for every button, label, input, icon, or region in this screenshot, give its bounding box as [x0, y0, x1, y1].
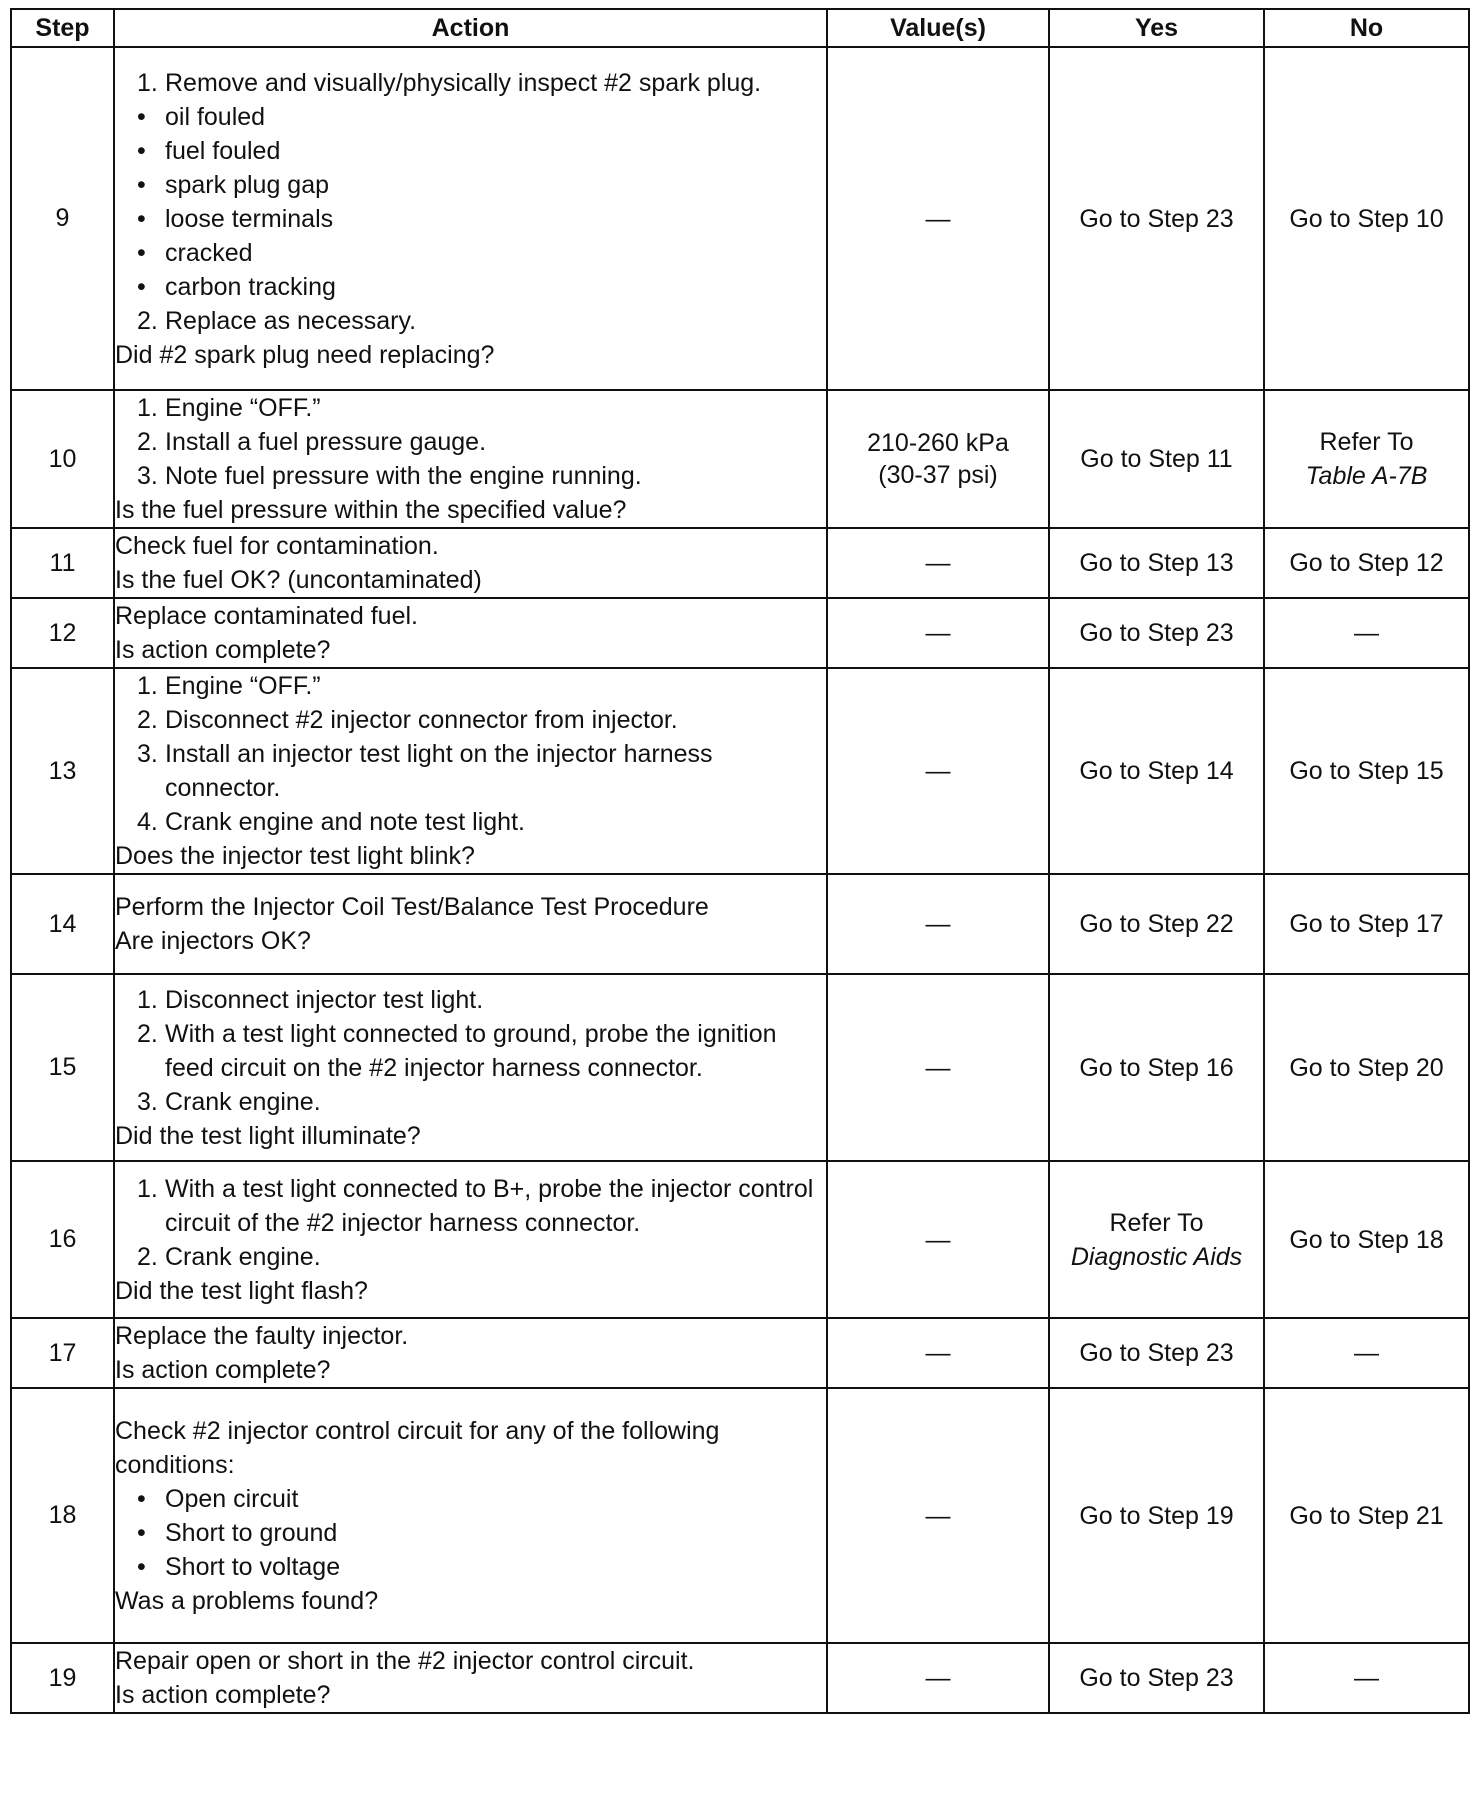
- no-cell: [1264, 528, 1469, 598]
- numbered-step: [115, 459, 826, 493]
- yes-cell: [1049, 668, 1264, 874]
- action-cell: [114, 528, 827, 598]
- numbered-step: [115, 425, 826, 459]
- value-text: (30-37 psi): [878, 461, 998, 489]
- step-text: Engine “OFF.”: [165, 672, 321, 700]
- step-number: 16: [11, 1161, 114, 1318]
- step-number-label: 1.: [137, 672, 158, 700]
- table-row: [11, 598, 1469, 668]
- no-cell: [1264, 874, 1469, 974]
- action-cell: [114, 1643, 827, 1713]
- value-text: —: [925, 619, 951, 647]
- action-text: Check #2 injector control circuit for any of the following conditions:: [115, 1416, 720, 1479]
- action-text: Was a problems found?: [115, 1586, 379, 1615]
- action-text: Is action complete?: [115, 1681, 331, 1709]
- step-number-label: 2.: [137, 706, 158, 734]
- bullet-icon: •: [137, 204, 146, 233]
- step-number-label: 1.: [137, 985, 158, 1014]
- numbered-step: [115, 703, 826, 737]
- value-cell: [827, 390, 1049, 528]
- yes-cell: [1049, 874, 1264, 974]
- step-number: 17: [11, 1318, 114, 1388]
- step-text: Replace as necessary.: [165, 306, 417, 335]
- no-cell: [1264, 47, 1469, 390]
- value-cell: [827, 1388, 1049, 1643]
- no-cell: [1264, 974, 1469, 1161]
- numbered-step: [115, 1240, 826, 1274]
- value-text: —: [925, 204, 951, 233]
- yes-text: Go to Step 13: [1079, 549, 1234, 577]
- step-number-label: 2.: [137, 1019, 158, 1048]
- table-row: [11, 1643, 1469, 1713]
- bullet-text: carbon tracking: [165, 272, 336, 301]
- step-number-label: 4.: [137, 808, 158, 836]
- value-cell: [827, 598, 1049, 668]
- action-cell: [114, 1388, 827, 1643]
- value-cell: [827, 1643, 1049, 1713]
- action-cell: [114, 598, 827, 668]
- no-cell: [1264, 1643, 1469, 1713]
- action-cell: [114, 1318, 827, 1388]
- bullet-item: [115, 1482, 826, 1516]
- yes-text: Go to Step 14: [1079, 757, 1234, 785]
- value-cell: [827, 874, 1049, 974]
- numbered-step: [115, 669, 826, 703]
- step-text: Install a fuel pressure gauge.: [165, 428, 487, 456]
- step-text: Note fuel pressure with the engine running.: [165, 462, 642, 490]
- bullet-icon: •: [137, 272, 146, 301]
- step-text: Crank engine.: [165, 1242, 321, 1271]
- bullet-text: Short to voltage: [165, 1552, 341, 1581]
- action-text: Did #2 spark plug need replacing?: [115, 340, 495, 369]
- bullet-item: [115, 1516, 826, 1550]
- yes-text: Go to Step 23: [1079, 204, 1234, 233]
- bullet-icon: •: [137, 136, 146, 165]
- bullet-item: [115, 270, 826, 304]
- bullet-item: [115, 168, 826, 202]
- action-text: Is action complete?: [115, 636, 331, 664]
- action-text: Are injectors OK?: [115, 927, 311, 955]
- numbered-step: [115, 66, 826, 100]
- bullet-item: [115, 100, 826, 134]
- bullet-text: spark plug gap: [165, 170, 330, 199]
- action-text: Is the fuel pressure within the specified value?: [115, 496, 627, 524]
- table-row: [11, 1388, 1469, 1643]
- action-text: Did the test light illuminate?: [115, 1121, 421, 1150]
- action-text: Replace the faulty injector.: [115, 1322, 409, 1350]
- no-text: Go to Step 21: [1289, 1501, 1444, 1530]
- table-row: [11, 47, 1469, 390]
- bullet-icon: •: [137, 1552, 146, 1581]
- no-text: —: [1354, 1664, 1379, 1692]
- action-cell: [114, 47, 827, 390]
- no-text: Go to Step 10: [1289, 204, 1444, 233]
- value-text: —: [925, 1501, 951, 1530]
- no-cell: [1264, 668, 1469, 874]
- action-cell: [114, 1161, 827, 1318]
- no-text: Go to Step 20: [1289, 1053, 1444, 1082]
- bullet-icon: •: [137, 170, 146, 199]
- numbered-step: [115, 1172, 826, 1240]
- action-text: Replace contaminated fuel.: [115, 602, 418, 630]
- value-cell: [827, 528, 1049, 598]
- step-text: Disconnect #2 injector connector from injector.: [165, 706, 678, 734]
- action-cell: [114, 668, 827, 874]
- bullet-item: [115, 1550, 826, 1584]
- table-row: [11, 390, 1469, 528]
- step-number: 11: [11, 528, 114, 598]
- value-cell: [827, 668, 1049, 874]
- yes-text: Go to Step 23: [1079, 1664, 1234, 1692]
- value-cell: [827, 1161, 1049, 1318]
- yes-text: Go to Step 23: [1079, 1339, 1234, 1367]
- no-text: —: [1354, 619, 1379, 647]
- bullet-text: cracked: [165, 238, 253, 267]
- step-number-label: 3.: [137, 1087, 158, 1116]
- yes-cell: [1049, 598, 1264, 668]
- table-row: [11, 1318, 1469, 1388]
- bullet-text: fuel fouled: [165, 136, 281, 165]
- action-text: Perform the Injector Coil Test/Balance Test Procedure: [115, 893, 709, 921]
- action-text: Did the test light flash?: [115, 1276, 368, 1305]
- no-cell: [1264, 1388, 1469, 1643]
- bullet-text: oil fouled: [165, 102, 266, 131]
- step-text: Crank engine.: [165, 1087, 321, 1116]
- step-text: Disconnect injector test light.: [165, 985, 484, 1014]
- value-cell: [827, 1318, 1049, 1388]
- yes-text: Go to Step 11: [1080, 445, 1233, 473]
- value-text: —: [925, 1225, 951, 1254]
- step-number-label: 2.: [137, 306, 158, 335]
- numbered-step: [115, 805, 826, 839]
- step-number: 9: [11, 47, 114, 390]
- action-text: Repair open or short in the #2 injector control circuit.: [115, 1647, 695, 1675]
- step-number: 13: [11, 668, 114, 874]
- step-number: 15: [11, 974, 114, 1161]
- yes-cell: [1049, 390, 1264, 528]
- header-row: [11, 9, 1469, 47]
- yes-cell: [1049, 974, 1264, 1161]
- action-column-header: Action: [114, 9, 827, 47]
- no-text: Go to Step 15: [1289, 757, 1444, 785]
- no-column-header: No: [1264, 9, 1469, 47]
- yes-text: Go to Step 23: [1079, 619, 1234, 647]
- bullet-icon: •: [137, 1484, 146, 1513]
- action-text: Does the injector test light blink?: [115, 842, 475, 870]
- step-number: 10: [11, 390, 114, 528]
- yes-text: Refer To: [1109, 1208, 1204, 1237]
- yes-cell: [1049, 1318, 1264, 1388]
- value-text: —: [925, 1664, 951, 1692]
- bullet-text: Open circuit: [165, 1484, 299, 1513]
- step-column-header: Step: [11, 9, 114, 47]
- numbered-step: [115, 1085, 826, 1119]
- action-text: Is action complete?: [115, 1356, 331, 1384]
- value-cell: [827, 47, 1049, 390]
- action-cell: [114, 874, 827, 974]
- step-number-label: 1.: [137, 1174, 158, 1203]
- bullet-item: [115, 236, 826, 270]
- no-cell: [1264, 1318, 1469, 1388]
- table-row: [11, 874, 1469, 974]
- action-cell: [114, 974, 827, 1161]
- step-text: Remove and visually/physically inspect #2 spark plug.: [165, 68, 762, 97]
- bullet-icon: •: [137, 1518, 146, 1547]
- yes-text: Go to Step 22: [1079, 910, 1234, 938]
- value-text: —: [925, 1339, 951, 1367]
- yes-column-header: Yes: [1049, 9, 1264, 47]
- diagnostic-table: [10, 8, 1470, 1714]
- no-text: —: [1354, 1339, 1379, 1367]
- step-number: 14: [11, 874, 114, 974]
- value-text: —: [925, 549, 951, 577]
- bullet-item: [115, 134, 826, 168]
- value-column-header: Value(s): [827, 9, 1049, 47]
- table-row: [11, 528, 1469, 598]
- step-number-label: 1.: [137, 68, 158, 97]
- no-text: Table A-7B: [1305, 462, 1428, 490]
- step-number-label: 2.: [137, 428, 158, 456]
- value-text: —: [925, 757, 951, 785]
- bullet-text: Short to ground: [165, 1518, 338, 1547]
- step-text: With a test light connected to B+, probe the injector control circuit of the #2 injector harness connector.: [165, 1174, 814, 1237]
- numbered-step: [115, 737, 826, 805]
- yes-text: Go to Step 19: [1079, 1501, 1234, 1530]
- value-text: —: [925, 910, 951, 938]
- yes-cell: [1049, 528, 1264, 598]
- step-text: Install an injector test light on the injector harness connector.: [165, 740, 713, 802]
- bullet-icon: •: [137, 102, 146, 131]
- bullet-item: [115, 202, 826, 236]
- value-text: 210-260 kPa: [867, 429, 1009, 457]
- yes-cell: [1049, 1161, 1264, 1318]
- step-number-label: 3.: [137, 740, 158, 768]
- table-row: [11, 668, 1469, 874]
- no-text: Refer To: [1319, 428, 1414, 456]
- no-text: Go to Step 17: [1289, 910, 1444, 938]
- bullet-icon: •: [137, 238, 146, 267]
- table-body: [11, 47, 1469, 1713]
- no-text: Go to Step 18: [1289, 1225, 1444, 1254]
- yes-cell: [1049, 1643, 1264, 1713]
- action-text: Check fuel for contamination.: [115, 532, 439, 560]
- numbered-step: [115, 304, 826, 338]
- step-number: 18: [11, 1388, 114, 1643]
- numbered-step: [115, 983, 826, 1017]
- step-number: 12: [11, 598, 114, 668]
- step-number-label: 3.: [137, 462, 158, 490]
- value-text: —: [925, 1053, 951, 1082]
- yes-text: Diagnostic Aids: [1070, 1242, 1243, 1271]
- step-text: Engine “OFF.”: [165, 394, 321, 422]
- step-text: Crank engine and note test light.: [165, 808, 525, 836]
- no-cell: [1264, 598, 1469, 668]
- action-text: Is the fuel OK? (uncontaminated): [115, 566, 482, 594]
- no-cell: [1264, 390, 1469, 528]
- numbered-step: [115, 1017, 826, 1085]
- no-cell: [1264, 1161, 1469, 1318]
- yes-cell: [1049, 47, 1264, 390]
- step-text: With a test light connected to ground, probe the ignition feed circuit on the #2 injector harness connector.: [165, 1019, 777, 1082]
- yes-text: Go to Step 16: [1079, 1053, 1234, 1082]
- value-cell: [827, 974, 1049, 1161]
- step-number: 19: [11, 1643, 114, 1713]
- table-row: [11, 1161, 1469, 1318]
- yes-cell: [1049, 1388, 1264, 1643]
- step-number-label: 2.: [137, 1242, 158, 1271]
- action-cell: [114, 390, 827, 528]
- step-number-label: 1.: [137, 394, 158, 422]
- no-text: Go to Step 12: [1289, 549, 1444, 577]
- numbered-step: [115, 391, 826, 425]
- table-row: [11, 974, 1469, 1161]
- bullet-text: loose terminals: [165, 204, 334, 233]
